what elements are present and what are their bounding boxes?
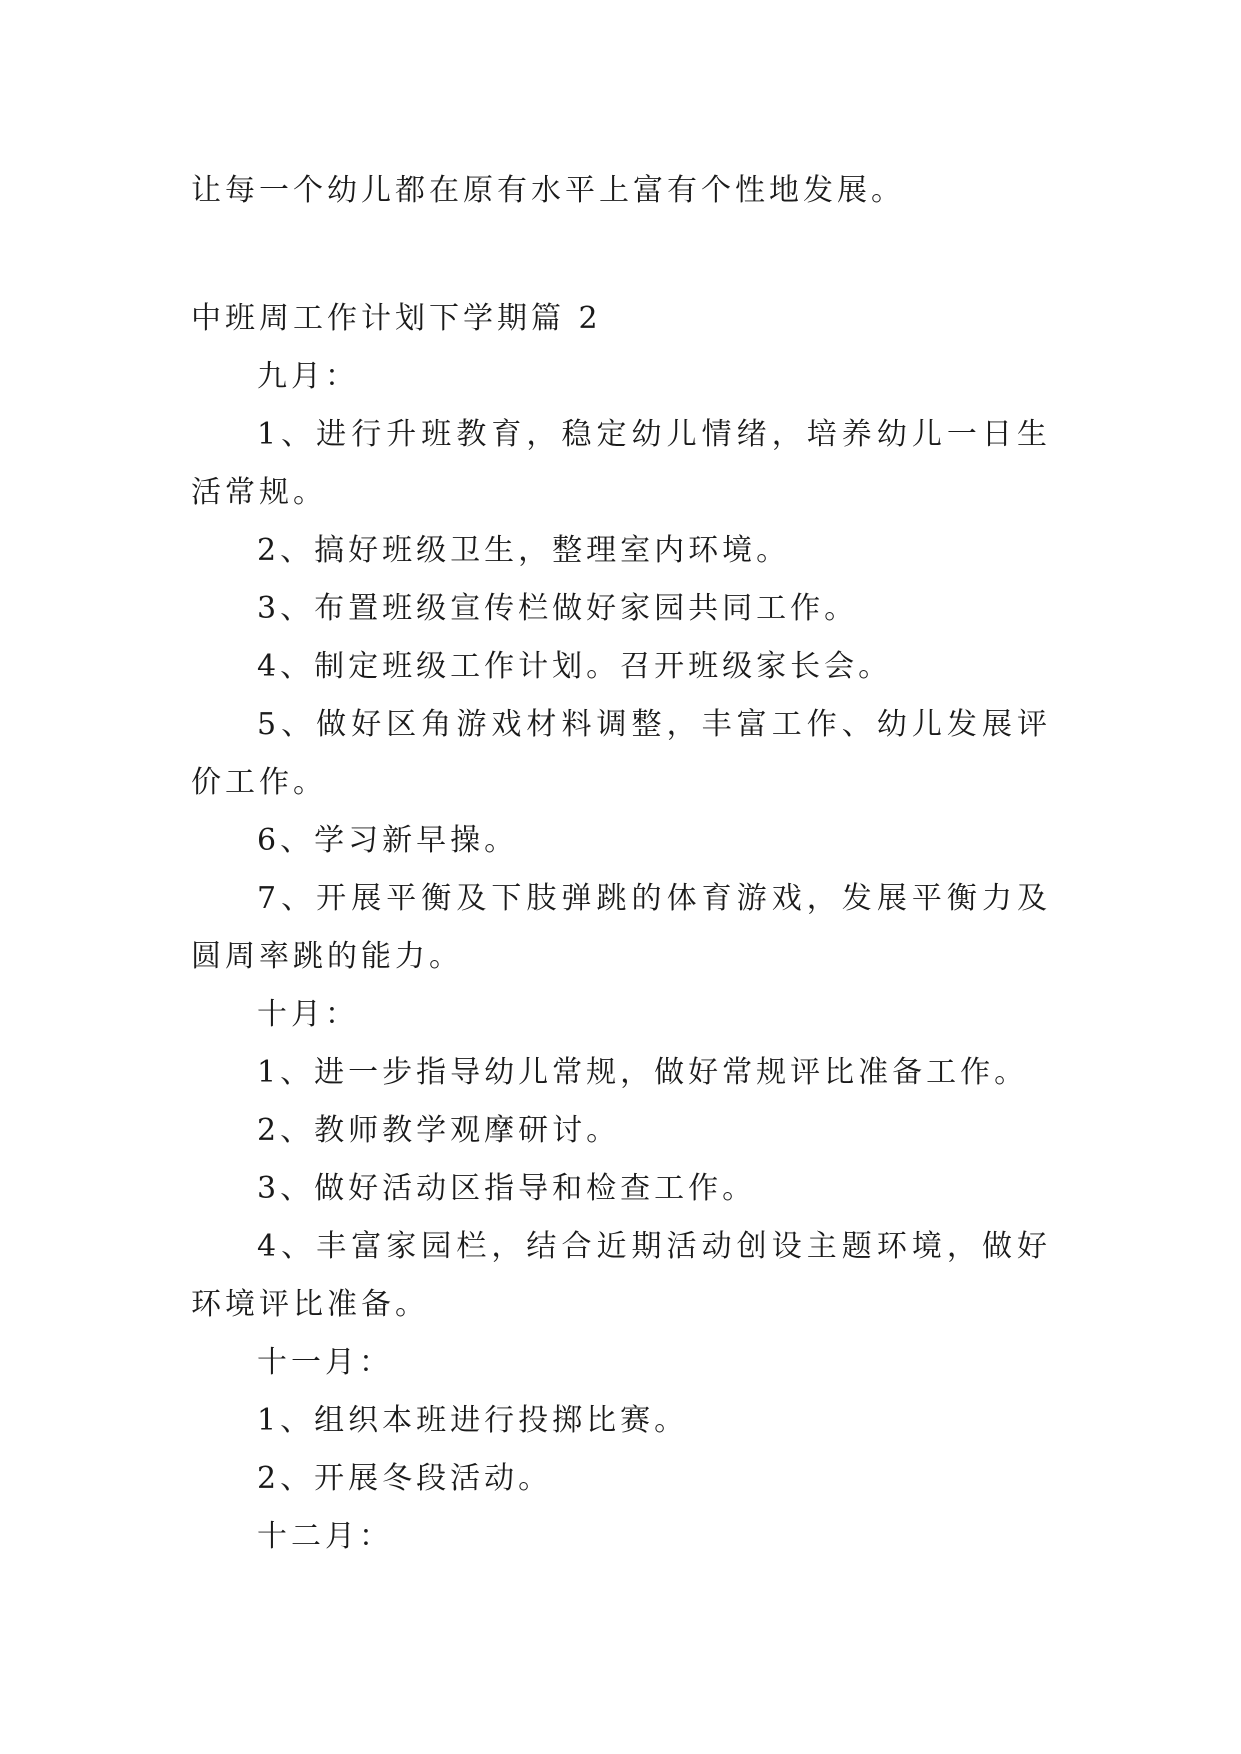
list-item: 2、教师教学观摩研讨。 [257, 1113, 621, 1148]
month-label-december: 十二月： [257, 1519, 393, 1554]
list-item: 2、开展冬段活动。 [257, 1461, 553, 1496]
list-item: 6、学习新早操。 [257, 823, 519, 858]
section-title: 中班周工作计划下学期篇 2 [191, 301, 602, 336]
list-item: 4、制定班级工作计划。召开班级家长会。 [257, 649, 893, 684]
paragraph-gap [191, 220, 1051, 290]
list-item: 4、丰富家园栏，结合近期活动创设主题环境，做好环境评比准备。 [191, 1229, 1051, 1322]
list-item: 2、搞好班级卫生，整理室内环境。 [257, 533, 791, 568]
month-label-november: 十一月： [257, 1345, 393, 1380]
list-item: 7、开展平衡及下肢弹跳的体育游戏，发展平衡力及圆周率跳的能力。 [191, 881, 1051, 974]
month-label-october: 十月： [257, 997, 359, 1032]
list-item: 1、组织本班进行投掷比赛。 [257, 1403, 689, 1438]
list-item: 3、做好活动区指导和检查工作。 [257, 1171, 757, 1206]
month-label-september: 九月： [257, 359, 359, 394]
list-item: 5、做好区角游戏材料调整，丰富工作、幼儿发展评价工作。 [191, 707, 1051, 800]
list-item: 1、进行升班教育，稳定幼儿情绪，培养幼儿一日生活常规。 [191, 417, 1051, 510]
list-item: 3、布置班级宣传栏做好家园共同工作。 [257, 591, 859, 626]
intro-paragraph: 让每一个幼儿都在原有水平上富有个性地发展。 [191, 173, 905, 208]
list-item: 1、进一步指导幼儿常规，做好常规评比准备工作。 [257, 1055, 1029, 1090]
document-body [191, 162, 1051, 1566]
